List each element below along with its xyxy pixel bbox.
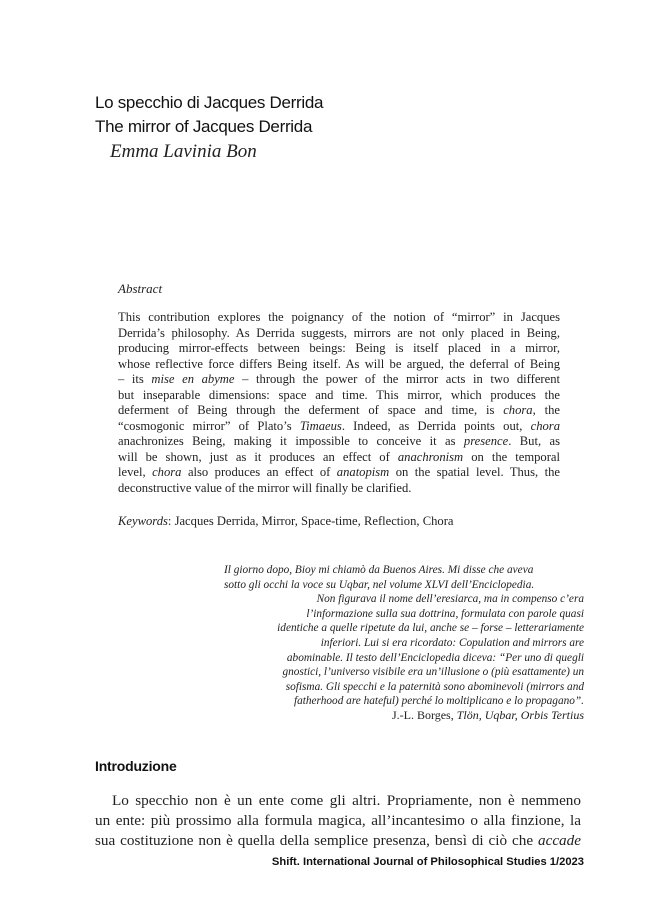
section-heading-introduzione: Introduzione <box>95 758 177 774</box>
epigraph-line: sofisma. Gli specchi e la paternità sono abominevoli (mirrors and <box>285 680 584 693</box>
abstract-line: – its mise en abyme – through the power of the mirror acts in two different <box>118 372 561 386</box>
abstract-line: deconstructive value of the mirror will finally be clarified. <box>118 480 412 495</box>
abstract-line: will be shown, just as it produces an effect of anachronism on the temporal <box>118 449 561 464</box>
abstract-line: but inseparable dimensions: space and time. This mirror, which produces the <box>118 387 560 402</box>
epigraph-line: Il giorno dopo, Bioy mi chiamò da Buenos Aires. Mi disse che aveva <box>224 564 534 576</box>
epigraph-line: fatherhood are hateful) perché lo moltiplicano e lo propagano”. <box>293 695 584 708</box>
abstract-line: This contribution explores the poignancy of the notion of “mirror” in Jacques <box>118 310 560 324</box>
epigraph-line: abominable. Il testo dell’Enciclopedia diceva: “Per uno di quegli <box>286 651 584 664</box>
introduction-line: Lo specchio non è un ente come gli altri. Propriamente, non è nemmeno <box>112 792 581 809</box>
article-title-italian: Lo specchio di Jacques Derrida <box>95 93 324 112</box>
epigraph-line: l’informazione sulla sua dottrina, formulata con parole quasi <box>306 607 584 620</box>
introduction-line: sua costituzione non è quella della semplice presenza, bensì di ciò che accade <box>95 832 581 849</box>
epigraph-line: identiche a quelle ripetute da lui, anche se – forse – letterariamente <box>277 622 584 635</box>
abstract-line: “cosmogonic mirror” of Plato’s Timaeus. Indeed, as Derrida points out, chora <box>118 418 560 433</box>
keywords-line <box>118 514 453 529</box>
epigraph-source-work: Tlön, Uqbar, Orbis Tertius <box>456 708 584 722</box>
epigraph-source <box>392 708 584 723</box>
epigraph-line: sotto gli occhi la voce su Uqbar, nel volume XLVI dell’Enciclopedia. <box>224 578 535 591</box>
author-name: Emma Lavinia Bon <box>110 141 257 162</box>
abstract-line: level, chora also produces an effect of anatopism on the spatial level. Thus, the <box>118 465 560 479</box>
epigraph-line: Non figurava il nome dell’eresiarca, ma in compenso c’era <box>316 593 584 606</box>
abstract-heading: Abstract <box>118 281 163 296</box>
epigraph-line: inferiori. Lui si era ricordato: Copulation and mirrors are <box>320 636 584 649</box>
epigraph-line: gnostici, l’universo visibile era un’illusione o (più esattamente) un <box>282 666 584 679</box>
epigraph-source-author: J.-L. Borges, <box>391 708 457 722</box>
keywords-label: Keywords <box>118 514 168 528</box>
introduction-line: un ente: più prossimo alla formula magica, all’incantesimo o alla finzione, la <box>95 812 581 829</box>
epigraph-quote <box>224 563 584 709</box>
keywords-values: : Jacques Derrida, Mirror, Space-time, Reflection, Chora <box>167 514 454 528</box>
abstract-line: Derrida’s philosophy. As Derrida suggests, mirrors are not only placed in Being, <box>118 325 560 340</box>
abstract-line: whose reflective force differs Being itself. As will be argued, the deferral of Being <box>118 356 560 371</box>
abstract-line: producing mirror-effects between beings: Being is itself placed in a mirror, <box>118 341 560 355</box>
article-title-english: The mirror of Jacques Derrida <box>95 117 313 136</box>
abstract-line: deferment of Being through the deferment of space and time, is chora, the <box>118 403 560 417</box>
introduction-body <box>95 791 581 851</box>
abstract-line: anachronizes Being, making it impossible to conceive it as presence. But, as <box>118 434 560 448</box>
journal-footer: Shift. International Journal of Philosophical Studies 1/2023 <box>271 856 584 868</box>
abstract-body <box>118 310 560 496</box>
